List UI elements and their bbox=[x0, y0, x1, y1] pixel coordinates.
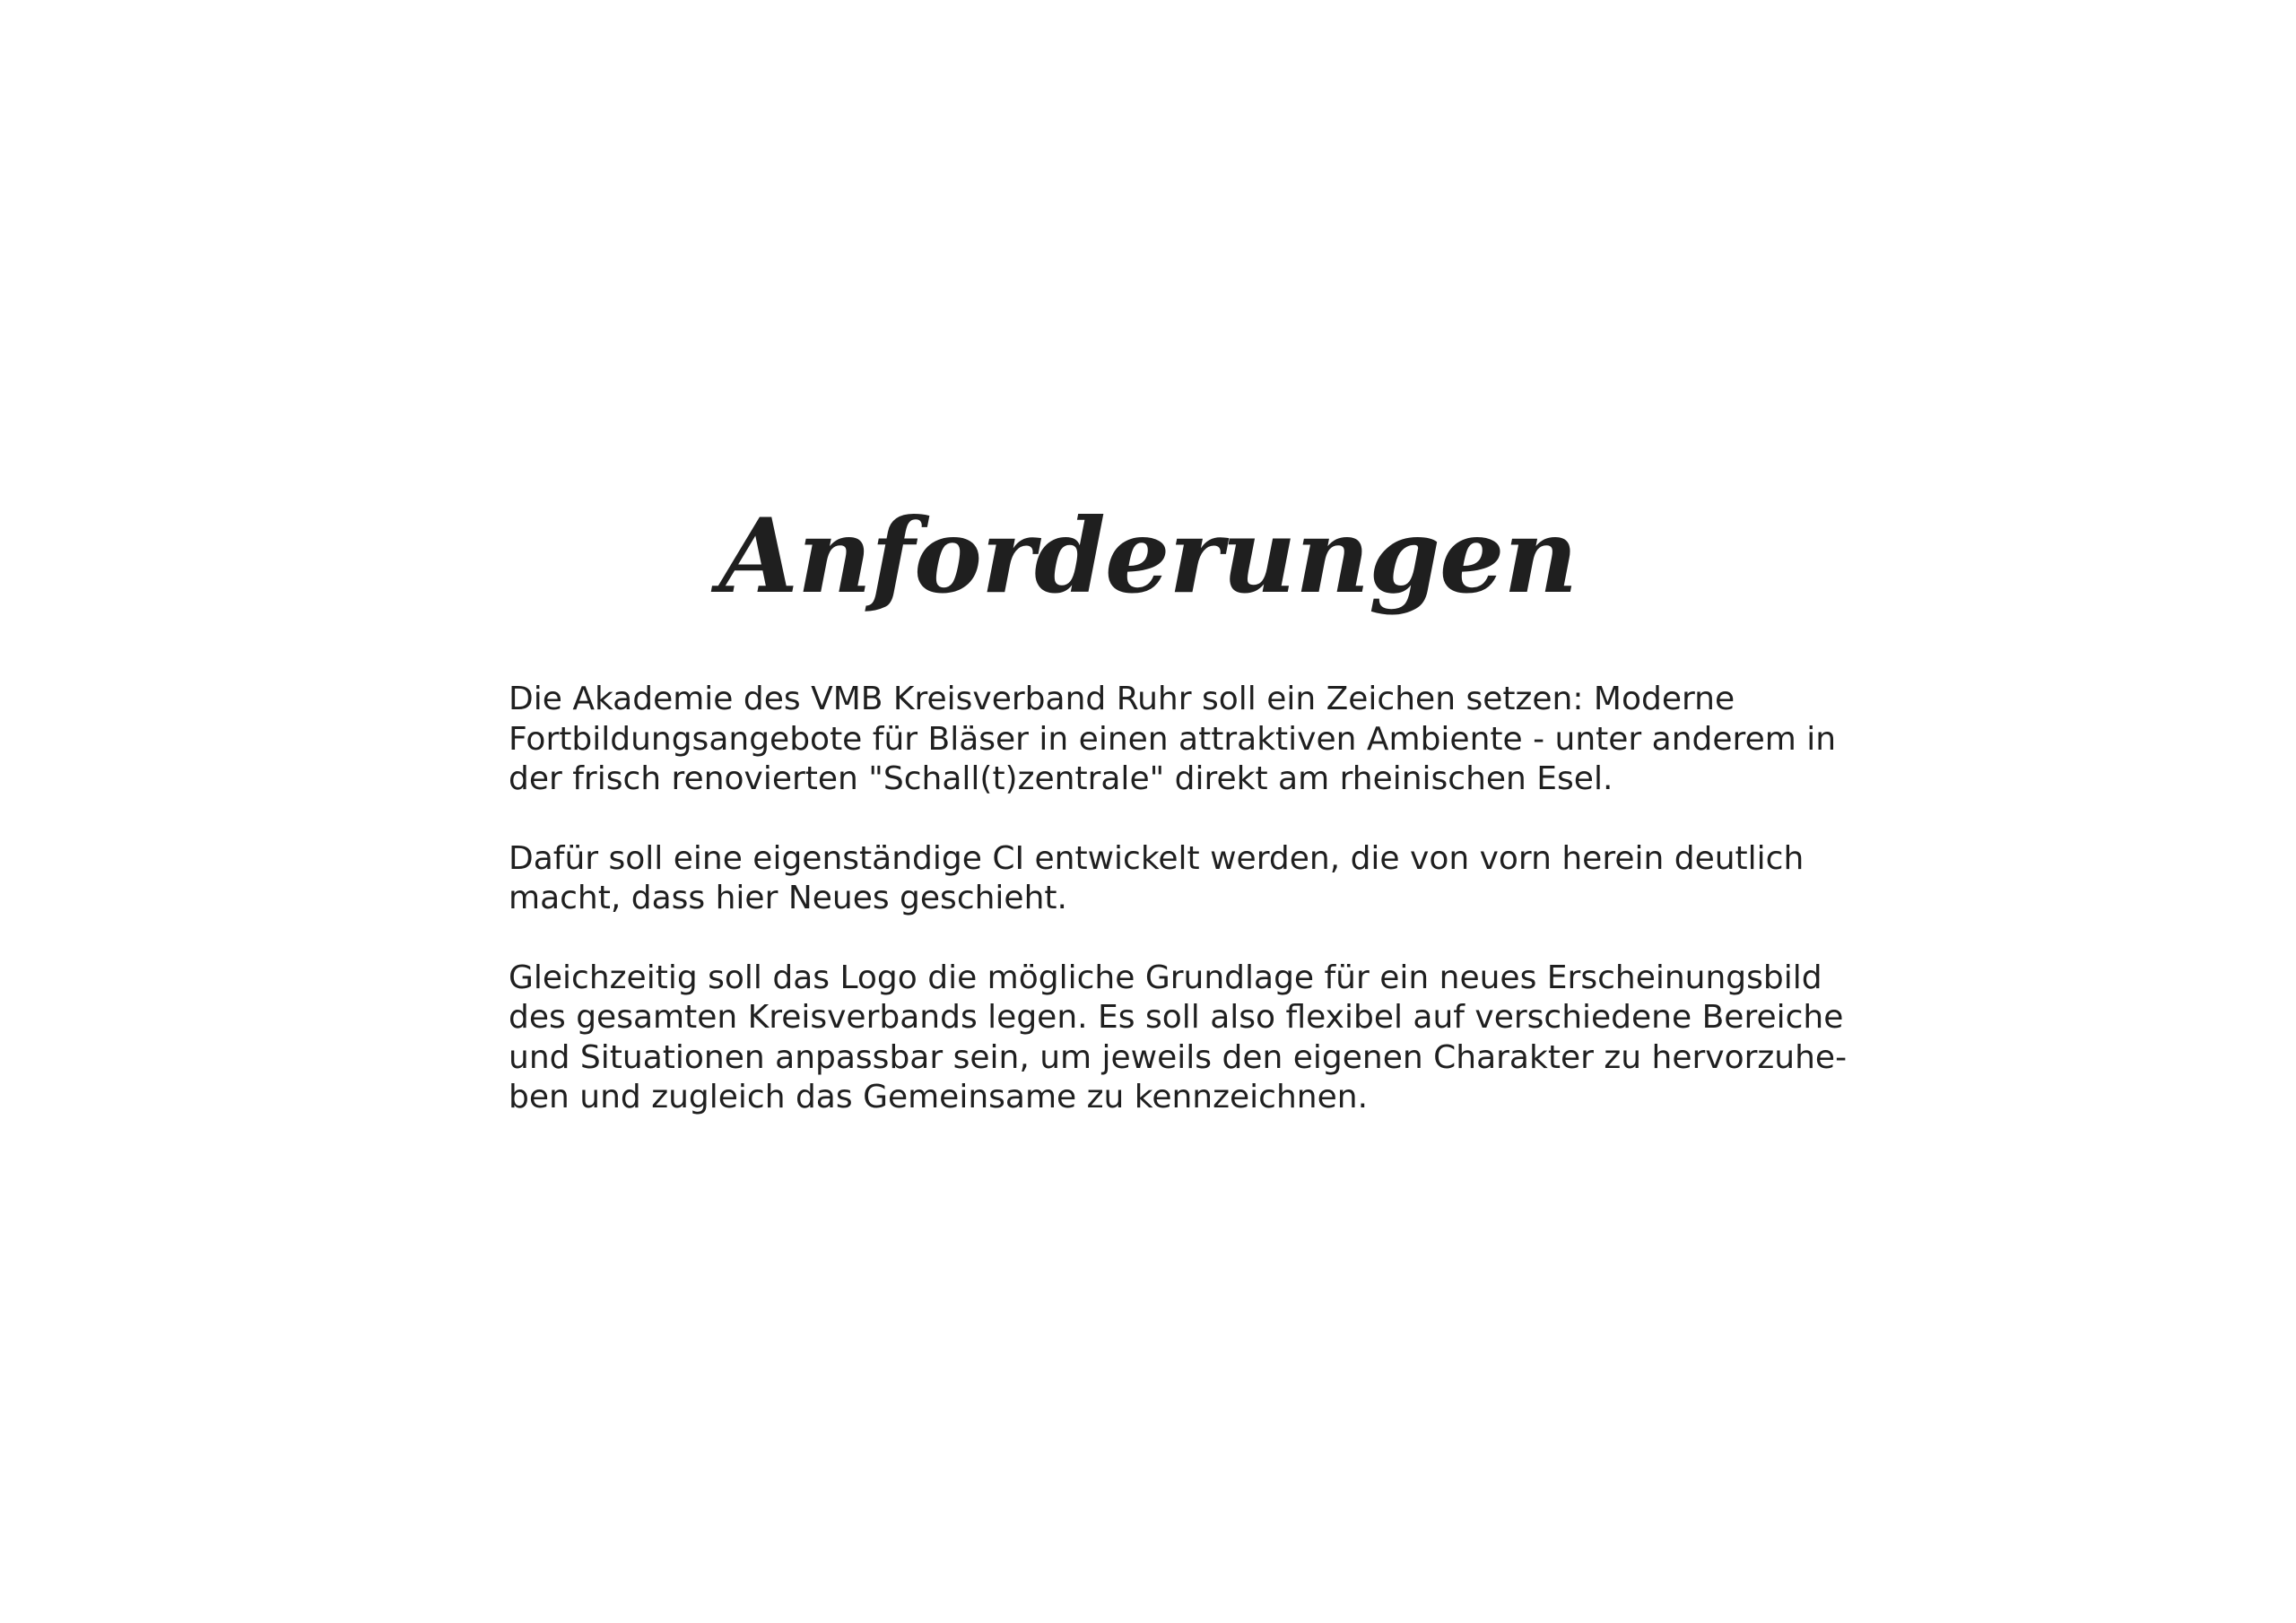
text-line: Fortbildungsangebote für Bläser in einen attraktiven Ambiente - unter anderem in bbox=[509, 720, 1837, 758]
text-line: macht, dass hier Neues geschieht. bbox=[509, 880, 1067, 916]
text-line: und Situationen anpassbar sein, um jeweils den eigenen Charakter zu hervorzuhe- bbox=[509, 1038, 1848, 1076]
paragraph-logo bbox=[509, 959, 1848, 1118]
text-line: des gesamten Kreisverbands legen. Es soll also flexibel auf verschiedene Bereiche bbox=[509, 999, 1844, 1036]
page-title: Anforderungen bbox=[718, 496, 1578, 616]
text-line: Dafür soll eine eigenständige CI entwickelt werden, die von vorn herein deutlich bbox=[509, 839, 1805, 877]
paragraph-ci bbox=[509, 839, 1809, 919]
text-line: ben und zugleich das Gemeinsame zu kennzeichnen. bbox=[509, 1079, 1369, 1115]
text-line: Gleichzeitig soll das Logo die mögliche Grundlage für ein neues Erscheinungsbild bbox=[509, 959, 1822, 996]
text-line: Die Akademie des VMB Kreisverband Ruhr soll ein Zeichen setzen: Moderne bbox=[509, 681, 1735, 717]
paragraph-intro bbox=[509, 680, 1837, 800]
text-line: der frisch renovierten "Schall(t)zentrale" direkt am rheinischen Esel. bbox=[509, 760, 1613, 797]
body-text bbox=[509, 680, 1848, 1158]
